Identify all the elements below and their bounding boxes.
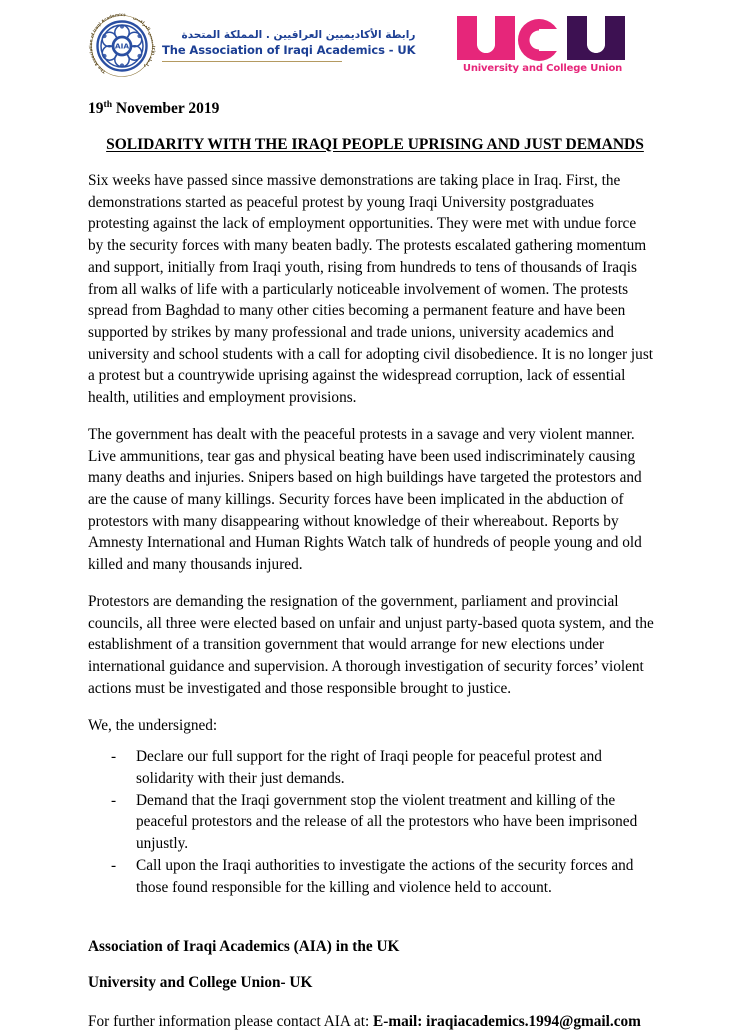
demands-list: [88, 746, 654, 898]
list-item: [88, 855, 654, 898]
paragraph-3: Protestors are demanding the resignation of the government, parliament and provincial councils, all three were elected based on unfair and unjust party-based quota system, and the establishment of a transition government that would arrange for new elections under international guidance and supervision. A thorough investigation of security forces’ violent actions must be investigated and those responsible brought to justice.: [88, 592, 654, 697]
list-item-text: Call upon the Iraqi authorities to investigate the actions of the security forces and those found responsible for the killing and violence held to account.: [136, 856, 634, 896]
aia-arabic-name: رابطة الأكاديميين العراقيين . المملكة المتحدة: [181, 29, 416, 41]
signatory-aia: Association of Iraqi Academics (AIA) in the UK: [88, 938, 400, 956]
list-marker: -: [111, 791, 117, 809]
paragraph-2: The government has dealt with the peaceful protests in a savage and very violent manner. Live ammunitions, tear gas and physical beating have been used indiscriminately causing many deaths and injuries. Snipers based on high buildings have targeted the protestors and are the cause of many killings. Security forces have been implicated in the abduction of protestors with many disappearing without knowledge of their whereabout. Reports by Amnesty International and Human Rights Watch talk of hundreds of people young and old killed and many thousands injured.: [88, 425, 642, 574]
signatory-ucu: University and College Union- UK: [88, 973, 313, 991]
paragraph-1: Six weeks have passed since massive demonstrations are taking place in Iraq. First, the demonstrations started as peaceful protest by young Iraqi University postgraduates protesting against the lack of employment opportunities. They were met with undue force by the security forces with many beaten badly. The protests escalated gathering momentum and support, initially from Iraqi youth, rising from hundreds to tens of thousands of Iraqis from all walks of life with a particularly noticeable involvement of women. The protests spread from Baghdad to many other cities becoming a permanent feature and have been supported by strikes by many professional and trade unions, university academics and university and school students with a call for adopting civil disobedience. It is no longer just a protest but a countrywide uprising against the widespread corruption, lack of essential health, utilities and employment provisions.: [88, 171, 654, 407]
undersigned-lead-in: We, the undersigned:: [88, 716, 218, 734]
ucu-wordmark-icon: [455, 14, 633, 62]
date-ordinal-suffix: th: [103, 98, 113, 110]
page-title: SOLIDARITY WITH THE IRAQI PEOPLE UPRISING AND JUST DEMANDS: [106, 135, 644, 153]
list-item-text: Demand that the Iraqi government stop the violent treatment and killing of the peaceful protestors and the release of all the protestors who have been imprisoned unjustly.: [136, 791, 638, 853]
list-item-text: Declare our full support for the right of Iraqi people for peaceful protest and solidarity with their just demands.: [136, 748, 602, 787]
svg-text:رابطة الأكاديميين العراقيين: رابطة الأكاديميين العراقيين: [132, 15, 156, 69]
svg-text:AIA: AIA: [114, 41, 130, 51]
aia-wordmark: [162, 12, 415, 62]
contact-line: [88, 1011, 654, 1032]
signatories-block: [88, 936, 654, 1032]
list-item: [88, 790, 654, 855]
list-item: [88, 746, 654, 789]
aia-logo: [88, 12, 415, 80]
list-marker: -: [111, 856, 117, 874]
date-month-year: November 2019: [112, 100, 220, 117]
document-header: [0, 0, 740, 92]
document-date: [88, 100, 654, 119]
document-body: [88, 100, 654, 1032]
svg-text:The Association of Iraqi Acade: The Association of Iraqi Academics: [88, 12, 126, 75]
contact-prefix: For further information please contact AIA at:: [88, 1012, 374, 1030]
contact-email-address[interactable]: iraqiacademics.1994@gmail.com: [426, 1012, 641, 1030]
contact-email-label: E-mail:: [373, 1012, 427, 1030]
aia-english-name: The Association of Iraqi Academics - UK: [162, 43, 416, 58]
aia-divider-rule: [162, 61, 342, 63]
date-day: 19: [88, 100, 104, 117]
aia-emblem-icon: [88, 12, 156, 80]
list-marker: -: [111, 748, 117, 766]
ucu-logo: [455, 14, 635, 74]
ucu-tagline: University and College Union: [462, 63, 623, 74]
